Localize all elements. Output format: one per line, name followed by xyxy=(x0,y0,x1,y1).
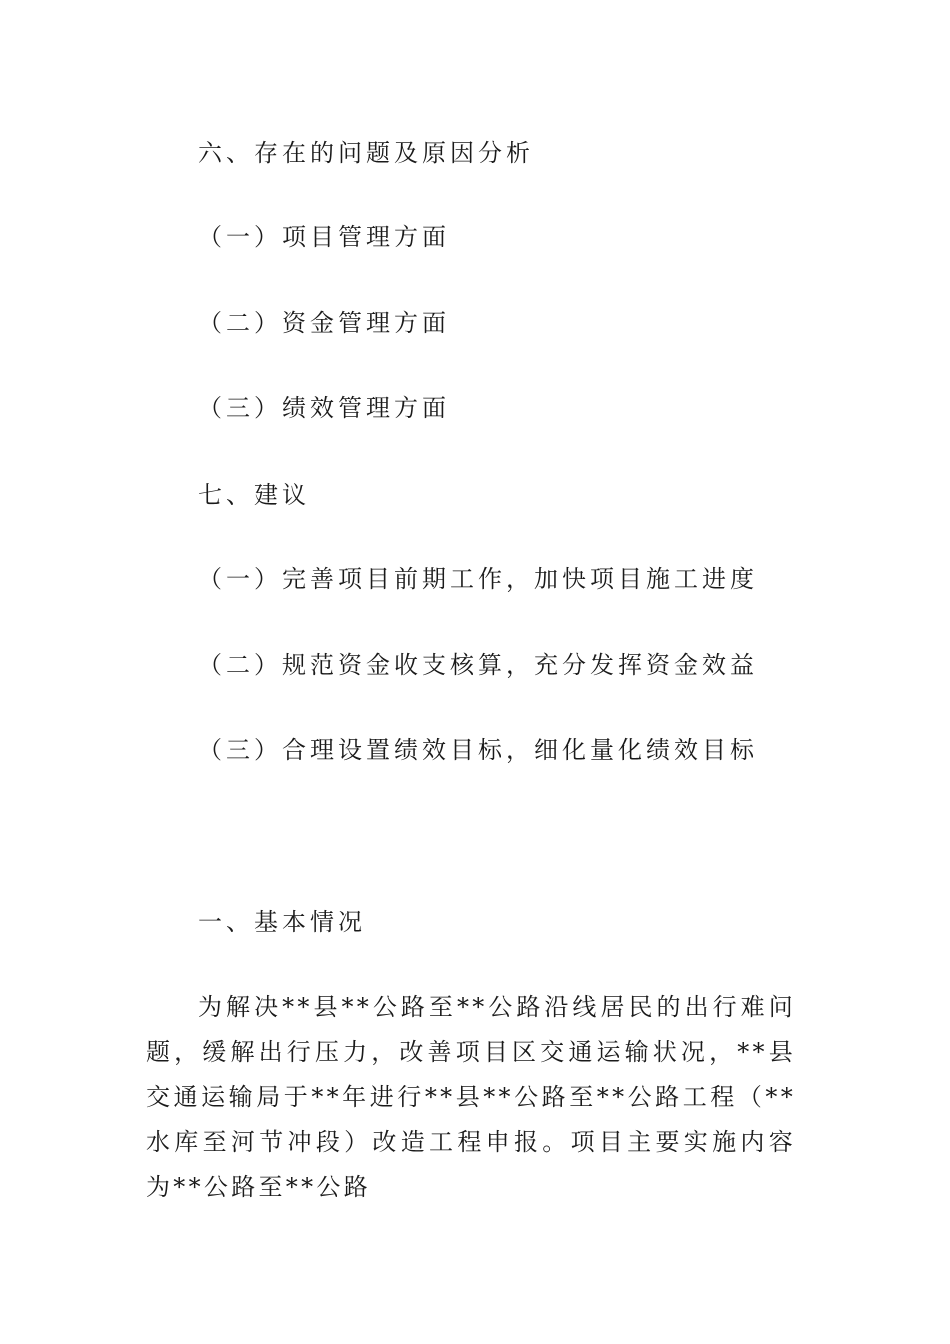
section-7-item-2: （二）规范资金收支核算，充分发挥资金效益 xyxy=(198,651,758,679)
section-6-heading: 六、存在的问题及原因分析 xyxy=(198,139,534,167)
section-6-item-1: （一）项目管理方面 xyxy=(198,223,450,251)
section-7-heading: 七、建议 xyxy=(198,481,310,509)
section-1-paragraph: 为解决**县**公路至**公路沿线居民的出行难问题，缓解出行压力，改善项目区交通运输状况，**县交通运输局于**年进行**县**公路至**公路工程（**水库至河节冲段）改造工程申报。项目主要实施内容为**公路至**公路 xyxy=(146,993,796,1201)
section-6-item-3: （三）绩效管理方面 xyxy=(198,394,450,422)
section-7-item-1: （一）完善项目前期工作，加快项目施工进度 xyxy=(198,565,758,593)
section-7-item-3: （三）合理设置绩效目标，细化量化绩效目标 xyxy=(198,736,758,764)
section-6-item-2: （二）资金管理方面 xyxy=(198,309,450,337)
section-1-heading: 一、基本情况 xyxy=(198,908,366,936)
